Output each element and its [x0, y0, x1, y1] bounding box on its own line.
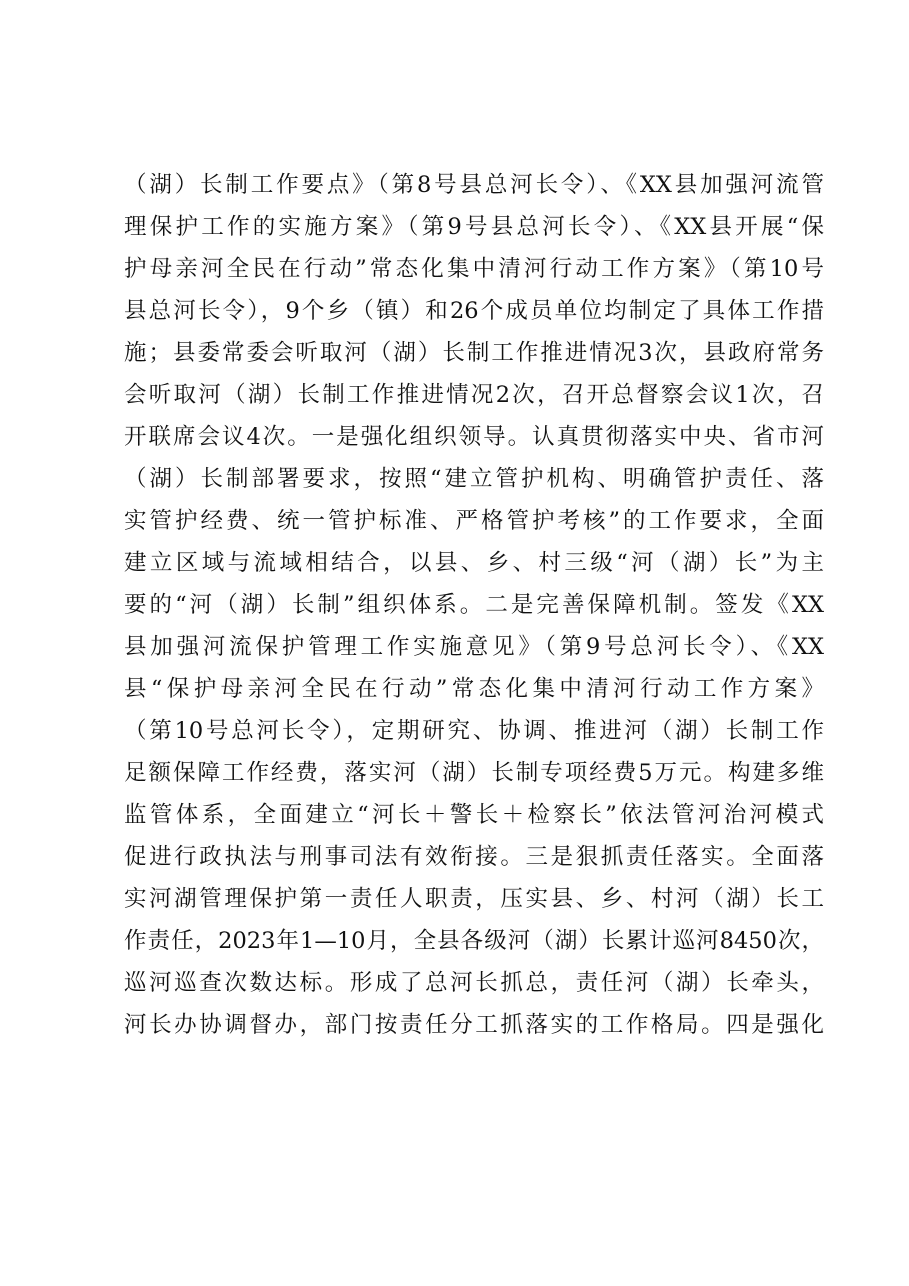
- text-line: 实管护经费、统一管护标准、严格管护考核”的工作要求，全面: [124, 508, 824, 534]
- text-line: 护母亲河全民在行动”常态化集中清河行动工作方案》（第10号: [124, 256, 824, 282]
- text-line: 县总河长令），9个乡（镇）和26个成员单位均制定了具体工作措: [124, 298, 824, 324]
- text-line: 开联席会议4次。一是强化组织领导。认真贯彻落实中央、省市河: [124, 424, 824, 450]
- text-line: 促进行政执法与刑事司法有效衔接。三是狠抓责任落实。全面落: [124, 844, 824, 870]
- text-line: 巡河巡查次数达标。形成了总河长抓总，责任河（湖）长牵头，: [124, 970, 824, 996]
- text-line: 县“保护母亲河全民在行动”常态化集中清河行动工作方案》: [124, 676, 824, 702]
- body-paragraph: [124, 164, 824, 1046]
- text-line: （湖）长制工作要点》（第8号县总河长令）、《XX县加强河流管: [124, 172, 824, 198]
- text-line: 河长办协调督办，部门按责任分工抓落实的工作格局。四是强化: [124, 1012, 824, 1038]
- text-line: 理保护工作的实施方案》（第9号县总河长令）、《XX县开展“保: [124, 214, 824, 240]
- text-line: 作责任，2023年1—10月，全县各级河（湖）长累计巡河8450次，: [124, 928, 824, 954]
- text-line: 足额保障工作经费，落实河（湖）长制专项经费5万元。构建多维: [124, 760, 824, 786]
- text-line: 县加强河流保护管理工作实施意见》（第9号总河长令）、《XX: [124, 634, 824, 660]
- text-line: 会听取河（湖）长制工作推进情况2次，召开总督察会议1次，召: [124, 382, 824, 408]
- text-line: 实河湖管理保护第一责任人职责，压实县、乡、村河（湖）长工: [124, 886, 824, 912]
- text-line: 施；县委常委会听取河（湖）长制工作推进情况3次，县政府常务: [124, 340, 824, 366]
- text-line: 要的“河（湖）长制”组织体系。二是完善保障机制。签发《XX: [124, 592, 824, 618]
- text-line: （第10号总河长令），定期研究、协调、推进河（湖）长制工作: [124, 718, 824, 744]
- text-line: 监管体系，全面建立“河长＋警长＋检察长”依法管河治河模式: [124, 802, 824, 828]
- text-line: 建立区域与流域相结合，以县、乡、村三级“河（湖）长”为主: [124, 550, 824, 576]
- text-line: （湖）长制部署要求，按照“建立管护机构、明确管护责任、落: [124, 466, 824, 492]
